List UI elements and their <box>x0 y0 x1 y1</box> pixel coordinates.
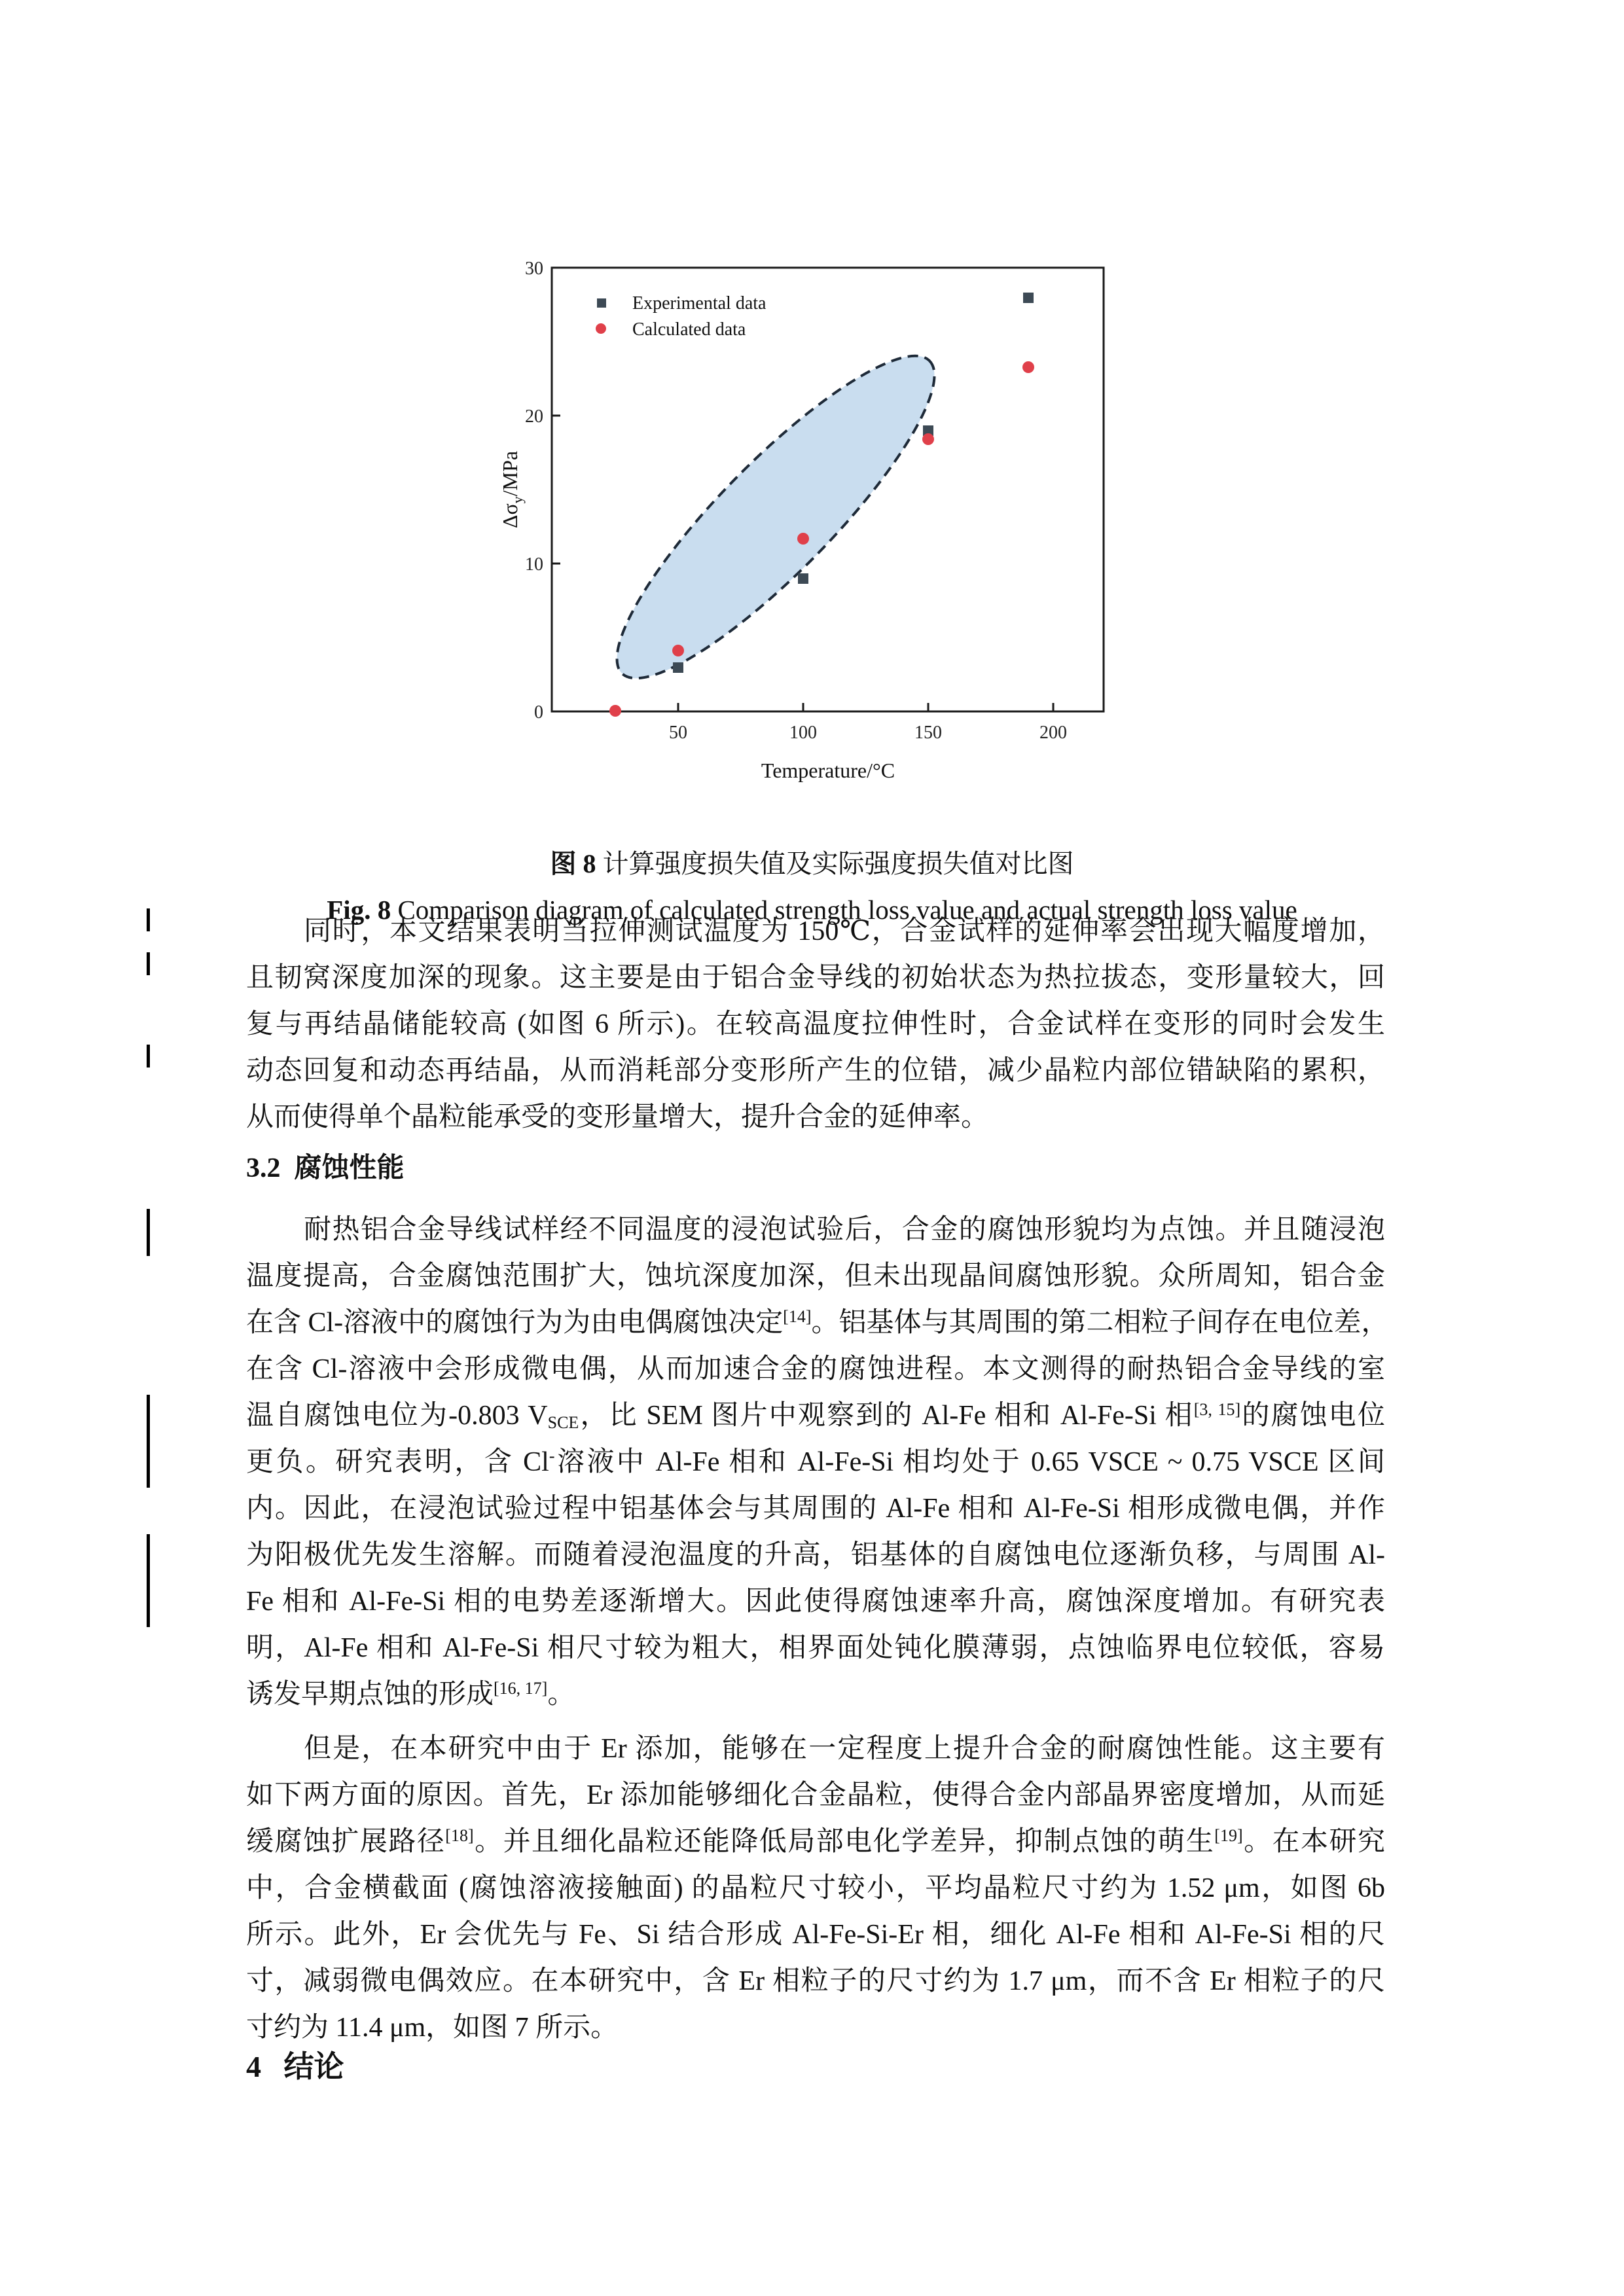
revision-change-bar <box>147 1209 150 1256</box>
figure-label-cn: 图 8 <box>550 849 596 878</box>
legend-label-experimental: Experimental data <box>632 293 767 314</box>
section-title: 腐蚀性能 <box>294 1153 405 1183</box>
text-line: 为阳极优先发生溶解。而随着浸泡温度的升高，铝基体的自腐蚀电位逐渐负移，与周围 Al- <box>246 1540 1385 1570</box>
x-tick-label: 50 <box>669 723 687 743</box>
scatter-plot <box>458 249 1152 851</box>
section-heading-3-2 <box>246 1149 405 1188</box>
data-point-circle <box>672 645 684 656</box>
y-tick-label: 0 <box>534 702 543 723</box>
text-line: 在含 Cl-溶液中的腐蚀行为为由电偶腐蚀决定[14]。铝基体与其周围的第二相粒子间存在电位差， <box>246 1307 1389 1338</box>
figure-8-chart <box>458 249 1152 851</box>
data-point-square <box>798 573 808 584</box>
data-point-square <box>1023 293 1034 303</box>
figure-label-en: Fig. 8 <box>327 895 391 925</box>
text-line: 寸，减弱微电偶效应。在本研究中，含 Er 相粒子的尺寸约为 1.7 μm，而不含 Er 相粒子的尺 <box>246 1966 1385 1996</box>
y-ticks <box>552 416 560 564</box>
y-tick-label: 10 <box>525 554 543 575</box>
x-tick-label: 100 <box>789 723 817 743</box>
citation: [19] <box>1214 1826 1243 1845</box>
data-point-circle <box>797 533 809 545</box>
legend-circle-icon <box>596 323 606 334</box>
revision-change-bar <box>147 952 150 975</box>
text-line: Fe 相和 Al-Fe-Si 相的电势差逐渐增大。因此使得腐蚀速率升高，腐蚀深度增加。有研究表 <box>246 1587 1385 1617</box>
revision-change-bar <box>147 1395 150 1488</box>
x-ticks <box>678 703 1053 711</box>
data-point-circle <box>922 433 934 445</box>
text-line: 但是，在本研究中由于 Er 添加，能够在一定程度上提升合金的耐腐蚀性能。这主要有 <box>304 1734 1385 1764</box>
paragraph-3 <box>246 1726 1385 2051</box>
x-tick-label: 200 <box>1039 723 1067 743</box>
revision-change-bar <box>147 908 150 931</box>
paragraph-2 <box>246 1207 1389 1718</box>
y-tick-label: 20 <box>525 406 543 427</box>
text-line: 动态回复和动态再结晶，从而消耗部分变形所产生的位错，减少晶粒内部位错缺陷的累积， <box>246 1056 1385 1086</box>
section-title: 结论 <box>283 2050 344 2083</box>
legend-square-icon <box>597 298 606 308</box>
text-line: 在含 Cl-溶液中会形成微电偶，从而加速合金的腐蚀进程。本文测得的耐热铝合金导线的室 <box>246 1354 1385 1384</box>
revision-change-bar <box>147 1534 150 1627</box>
figure-caption-cn <box>0 846 1624 882</box>
figure-caption-en-text: Comparison diagram of calculated strength loss value and actual strength loss value <box>397 895 1297 925</box>
legend <box>596 293 767 340</box>
paragraph-1 <box>246 908 1385 1141</box>
text-line: 同时，本文结果表明当拉伸测试温度为 150℃，合金试样的延伸率会出现大幅度增加， <box>304 916 1385 946</box>
data-point-circle <box>1022 361 1034 373</box>
text-line: 从而使得单个晶粒能承受的变形量增大，提升合金的延伸率。 <box>246 1102 989 1132</box>
x-tick-label: 150 <box>914 723 942 743</box>
text-line: 耐热铝合金导线试样经不同温度的浸泡试验后，合金的腐蚀形貌均为点蚀。并且随浸泡 <box>304 1215 1385 1245</box>
text-line: 所示。此外，Er 会优先与 Fe、Si 结合形成 Al-Fe-Si-Er 相，细化 Al-Fe 相和 Al-Fe-Si 相的尺 <box>246 1920 1385 1950</box>
y-axis-label: $\Delta\sigma_y$/MPa <box>498 450 526 529</box>
figure-caption-cn-text: 计算强度损失值及实际强度损失值对比图 <box>602 849 1074 878</box>
text-line: 温度提高，合金腐蚀范围扩大，蚀坑深度加深，但未出现晶间腐蚀形貌。众所周知，铝合金 <box>246 1261 1385 1291</box>
x-axis-label: Temperature/°C <box>761 759 895 782</box>
text-line: 寸约为 11.4 μm，如图 7 所示。 <box>246 2013 619 2043</box>
section-heading-4 <box>246 2047 344 2087</box>
y-tick-label: 30 <box>525 259 543 279</box>
citation: [3, 15] <box>1193 1400 1241 1419</box>
text-line: 诱发早期点蚀的形成[16, 17]。 <box>246 1679 575 1710</box>
section-number: 3.2 <box>246 1153 281 1183</box>
text-line: 更负。研究表明，含 Cl-溶液中 Al-Fe 相和 Al-Fe-Si 相均处于 0.65 VSCE ~ 0.75 VSCE 区间 <box>246 1446 1386 1477</box>
text-line: 明，Al-Fe 相和 Al-Fe-Si 相尺寸较为粗大，相界面处钝化膜薄弱，点蚀临界电位较低，容易 <box>246 1633 1385 1663</box>
text-line: 内。因此，在浸泡试验过程中铝基体会与其周围的 Al-Fe 相和 Al-Fe-Si 相形成微电偶，并作 <box>246 1494 1385 1524</box>
text-line: 温自腐蚀电位为-0.803 $V_{SCE}$，比 SEM 图片中观察到的 Al-Fe 相和 Al-Fe-Si 相[3, 15]的腐蚀电位 <box>246 1400 1385 1432</box>
text-line: 如下两方面的原因。首先，Er 添加能够细化合金晶粒，使得合金内部晶界密度增加，从而延 <box>246 1780 1385 1810</box>
legend-label-calculated: Calculated data <box>632 319 746 340</box>
citation: [14] <box>783 1307 812 1326</box>
text-line: 缓腐蚀扩展路径[18]。并且细化晶粒还能降低局部电化学差异，抑制点蚀的萌生[19]。在本研究 <box>246 1826 1385 1857</box>
section-number: 4 <box>246 2050 261 2083</box>
highlight-ellipse <box>583 321 969 712</box>
text-line: 中，合金横截面 (腐蚀溶液接触面) 的晶粒尺寸较小，平均晶粒尺寸约为 1.52 μm，如图 6b <box>246 1873 1385 1903</box>
data-point-circle <box>609 705 621 717</box>
data-point-square <box>673 662 683 673</box>
citation: [16, 17] <box>494 1679 548 1698</box>
citation: [18] <box>445 1826 474 1845</box>
text-line: 且韧窝深度加深的现象。这主要是由于铝合金导线的初始状态为热拉拔态，变形量较大，回 <box>246 963 1385 993</box>
text-line: 复与再结晶储能较高 (如图 6 所示)。在较高温度拉伸性时，合金试样在变形的同时会发生 <box>246 1009 1385 1039</box>
revision-change-bar <box>147 1045 150 1067</box>
